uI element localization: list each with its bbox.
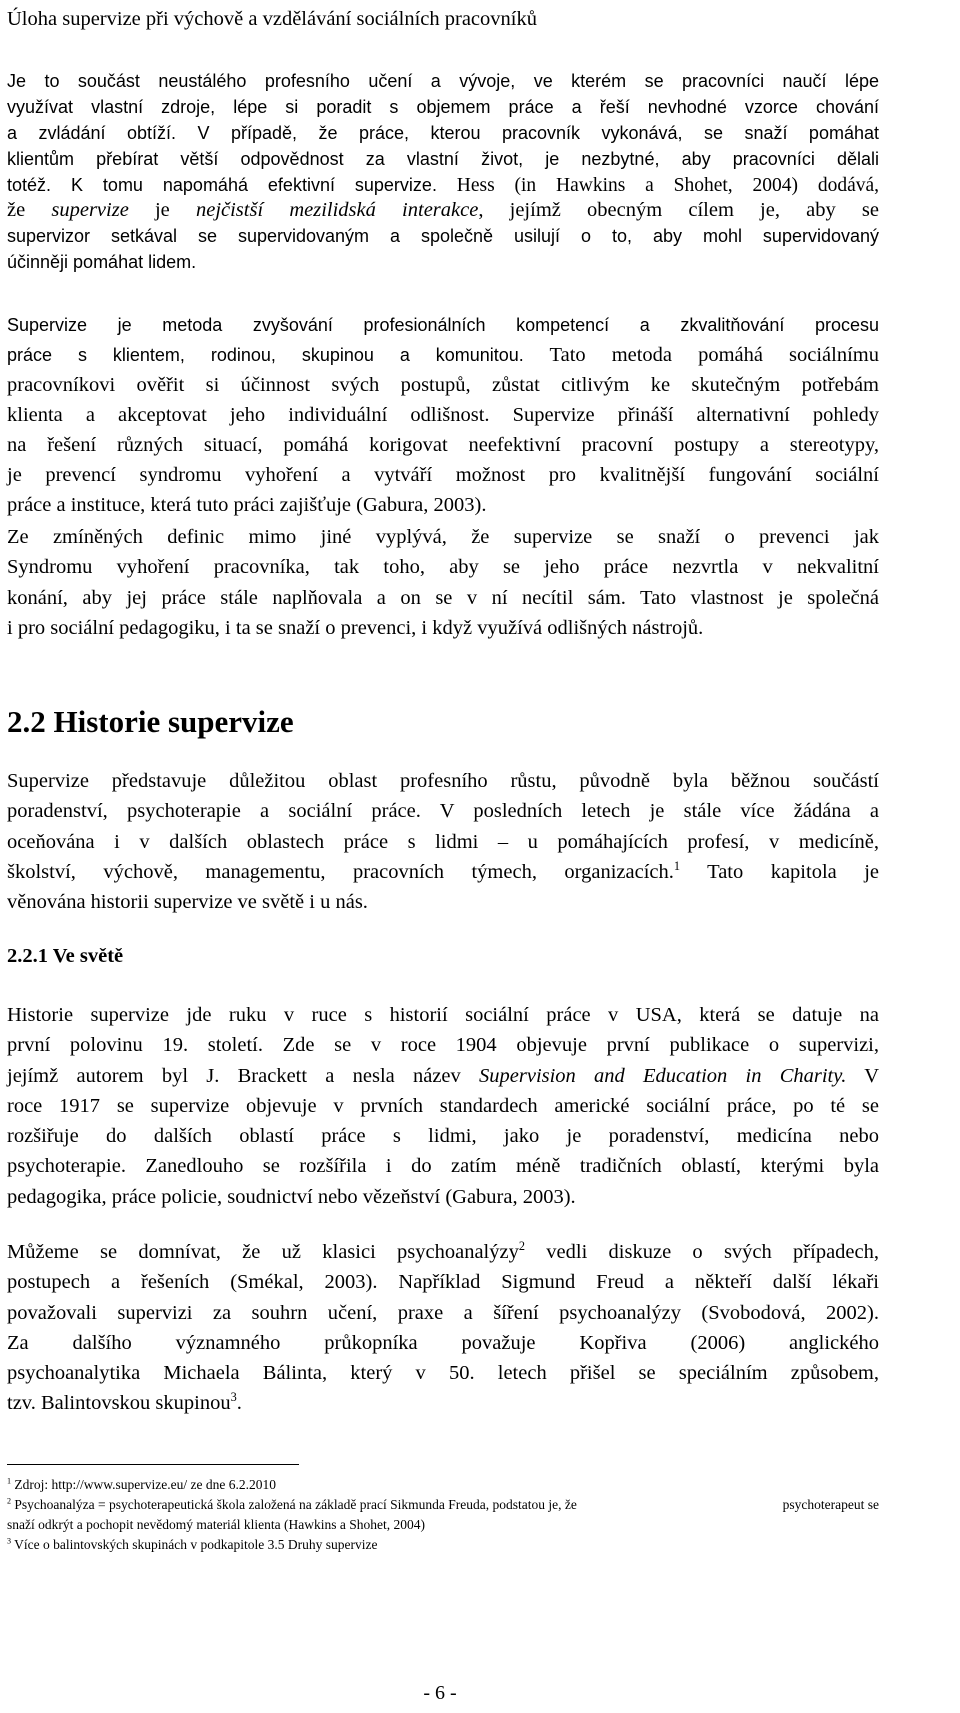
text-line: využívat vlastní zdroje, lépe si poradit s objemem práce a řeší nevhodné vzorce chování [7, 97, 879, 117]
footnote-ref: 3 [230, 1390, 237, 1405]
paragraph-intro [7, 68, 879, 198]
footnote-1: $^1$ Zdroj: http://www.supervize.eu/ ze dne 6.2.2010 [7, 1476, 276, 1492]
text-line: na řešení různých situací, pomáhá korigovat neefektivní pracovní postupy a stereotypy, [7, 434, 879, 456]
text-line: oceňována i v dalších oblastech práce s lidmi – u pomáhajících profesí, v medicíně, [7, 830, 879, 853]
italic-title: Supervision and Education in Charity. [479, 1064, 847, 1087]
paragraph-ve-svete [7, 1000, 879, 1212]
text-line: Supervize je metoda zvyšování profesionálních kompetencí a zkvalitňování procesu [7, 315, 879, 335]
text-line: Za dalšího významného průkopníka považuje Kopřiva (2006) anglického [7, 1331, 879, 1354]
text-line: psychoterapie. Zanedlouho se rozšířila i do zatím méně tradičních oblastí, kterými byla [7, 1155, 879, 1178]
page-number: - 6 - [423, 1682, 457, 1704]
text-line: pracovníkovi ověřit si účinnost svých postupů, zůstat citlivým ke skutečným potřebám [7, 374, 879, 396]
text-line: poradenství, psychoterapie a sociální práce. V posledních letech je stále více žádána a [7, 800, 879, 823]
paragraph-definice [7, 522, 879, 643]
text-line: účinněji pomáhat lidem. [7, 252, 197, 272]
text-line: postupech a řešeních (Smékal, 2003). Například Sigmund Freud a někteří další lékaři [7, 1271, 879, 1294]
footnote-ref: 2 [518, 1239, 526, 1254]
text-line: pedagogika, práce policie, soudnictví nebo vězeňství (Gabura, 2003). [7, 1185, 576, 1208]
text-line: že supervize je nejčistší mezilidská interakce, jejímž obecným cílem je, aby se [7, 199, 880, 221]
paragraph-hess-cont [7, 223, 879, 275]
italic-term: nejčistší mezilidská interakce [195, 199, 479, 221]
text-line: školství, výchově, managementu, pracovních týmech, organizacích.$^1$ Tato kapitola je [7, 859, 879, 883]
text-line: Ze zmíněných definic mimo jiné vyplývá, že supervize se snaží o prevenci jak [7, 526, 879, 548]
text-line: Je to součást neustálého profesního učení a vývoje, ve kterém se pracovníci naučí lépe [7, 71, 879, 91]
text-line: supervizor setkával se supervidovaným a společně usilují o to, aby mohl supervidovaný [7, 226, 879, 246]
text-line: i pro sociální pedagogiku, i ta se snaží o prevenci, i když využívá odlišných nástrojů. [7, 616, 704, 639]
paragraph-supervize-metoda [7, 310, 879, 520]
text-line: jejímž autorem byl J. Brackett a nesla název Supervision and Education in Charity. V [7, 1064, 880, 1087]
text-line: Syndromu vyhoření pracovníka, tak toho, aby se jeho práce nezvrtla v nekvalitní [7, 556, 879, 579]
text-line: klienta a akceptovat jeho individuální odlišnost. Supervize přináší alternativní pohledy [7, 404, 879, 426]
text-line: a zvládání obtíží. V případě, že práce, kterou pracovník vykonává, se snaží pomáhat [7, 123, 879, 143]
text-line: je prevencí syndromu vyhoření a vytváří možnost pro kvalitnější fungování sociální [7, 464, 879, 486]
paragraph-historie [7, 766, 879, 917]
footnote-separator [7, 1464, 299, 1465]
subsection-heading: 2.2.1 Ve světě [7, 945, 124, 967]
text-line: první polovinu 19. století. Zde se v roce 1904 objevuje první publikace o supervizi, [7, 1034, 879, 1057]
footnote-2-cont: snaží odkrýt a pochopit nevědomý materiál klienta (Hawkins a Shohet, 2004) [7, 1517, 426, 1532]
text-line: Historie supervize jde ruku v ruce s historií sociální práce v USA, která se datuje na [7, 1004, 879, 1026]
text-line: klientům přebírat větší odpovědnost za vlastní život, je nezbytné, aby pracovníci dělali [7, 149, 879, 169]
text-line: roce 1917 se supervize objevuje v prvních standardech americké sociální práce, po té se [7, 1094, 879, 1117]
paragraph-hess [7, 195, 879, 225]
italic-term: supervize [51, 199, 129, 221]
text-line: psychoanalytika Michaela Bálinta, který v 50. letech přišel se speciálním způsobem, [7, 1362, 879, 1385]
footnote-3: $^3$ Více o balintovských skupinách v podkapitole 3.5 Druhy supervize [7, 1536, 378, 1552]
footnote-2: $^2$ Psychoanalýza = psychoterapeutická škola založená na základě prací Sikmunda Freuda, podstatou je, že psychoterapeut se [7, 1496, 879, 1512]
text-run: totéž. K tomu napomáhá efektivní supervize. [7, 175, 437, 195]
paragraph-psychoanalyza [7, 1237, 879, 1419]
section-heading: Úloha supervize při výchově a vzdělávání sociálních pracovníků [7, 8, 537, 30]
footnote-ref: 1 [673, 859, 681, 874]
text-line: věnována historii supervize ve světě i u nás. [7, 891, 368, 914]
text-line: tzv. Balintovskou skupinou$^3$. [7, 1390, 242, 1415]
text-line: Můžeme se domnívat, že už klasici psychoanalýzy$^2$ vedli diskuze o svých případech, [7, 1239, 879, 1263]
text-line: konání, aby jej práce stále naplňovala a on se v ní necítil sám. Tato vlastnost je společná [7, 586, 879, 609]
text-run: Hess (in Hawkins a Shohet, 2004) dodává, [436, 175, 880, 196]
text-line: rozšiřuje do dalších oblastí práce s lidmi, jako je poradenství, medicína nebo [7, 1125, 879, 1148]
chapter-heading: 2.2 Historie supervize [7, 704, 294, 739]
text-line: práce s klientem, rodinou, skupinou a komunitou. Tato metoda pomáhá sociálnímu [7, 344, 879, 366]
text-line: považovali supervizi za souhrn učení, praxe a šíření psychoanalýzy (Svobodová, 2002). [7, 1301, 879, 1324]
text-line: Supervize představuje důležitou oblast profesního růstu, původně byla běžnou součástí [7, 770, 879, 792]
text-line: práce a instituce, která tuto práci zajišťuje (Gabura, 2003). [7, 494, 487, 516]
